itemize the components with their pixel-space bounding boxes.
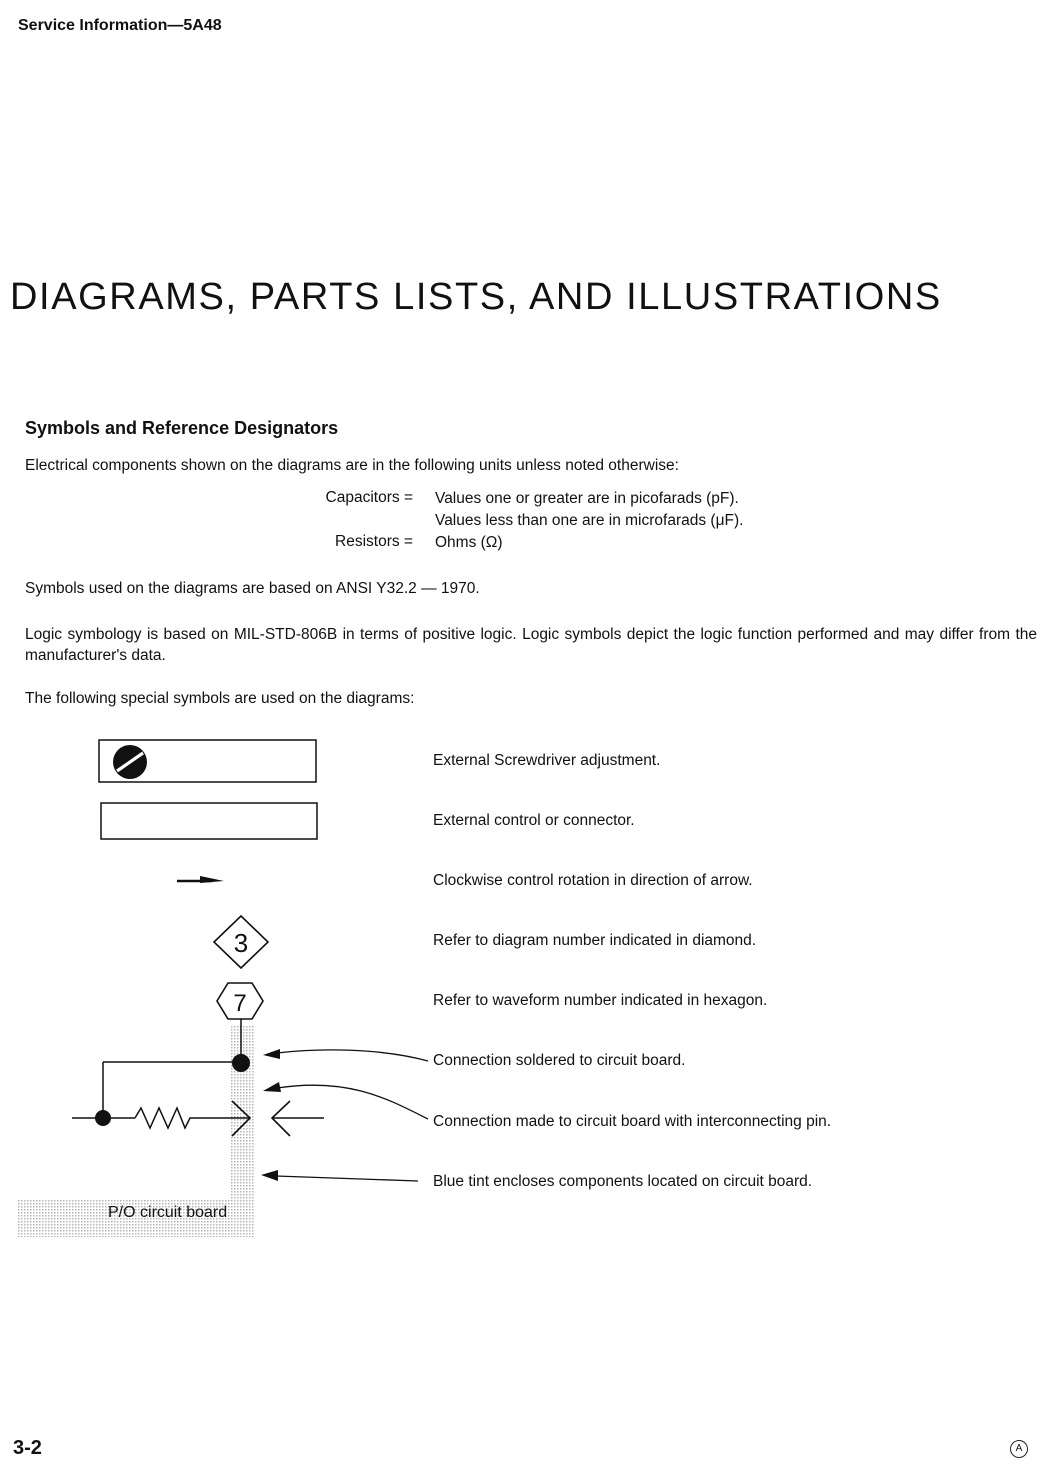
intro-paragraph: Electrical components shown on the diagrams are in the following units unless noted otherwise: [25,457,679,474]
symbol-description-2: External control or connector. [433,812,635,829]
capacitors-value-picofarads: Values one or greater are in picofarads (pF). [435,490,739,507]
symbol-description-6: Connection soldered to circuit board. [433,1052,686,1069]
page-number: 3-2 [13,1437,42,1459]
header-title: Service Information—5A48 [18,17,222,34]
symbol-description-5: Refer to waveform number indicated in hexagon. [433,992,768,1009]
capacitors-label: Capacitors = [325,489,413,506]
leader-arrow-pin [263,1082,428,1119]
resistors-value: Ohms (Ω) [435,534,503,551]
screwdriver-adjustment-icon [99,740,316,782]
pcb-label: P/O circuit board [108,1204,228,1221]
hexagon-number: 7 [233,990,247,1017]
symbol-description-4: Refer to diagram number indicated in diamond. [433,932,757,949]
junction-dot-icon [95,1110,111,1126]
clockwise-arrow-icon [177,876,224,883]
special-symbols-intro: The following special symbols are used on the diagrams: [25,690,415,707]
symbol-description-1: External Screwdriver adjustment. [433,752,661,769]
symbol-description-8: Blue tint encloses components located on circuit board. [433,1173,813,1190]
section-heading: Symbols and Reference Designators [25,418,339,438]
symbols-illustration [0,720,1047,1250]
symbol-description-3: Clockwise control rotation in direction of arrow. [433,872,753,889]
page-title: DIAGRAMS, PARTS LISTS, AND ILLUSTRATIONS [10,276,942,318]
external-control-box-icon [101,803,317,839]
logic-paragraph: Logic symbology is based on MIL-STD-806B in terms of positive logic. Logic symbols depict the logic function performed and may differ from the manufacturer's data. [25,626,1037,664]
resistors-label: Resistors = [335,533,413,550]
leader-arrow-solder [263,1049,428,1061]
leader-arrow-tint [261,1170,418,1181]
symbol-description-7: Connection made to circuit board with interconnecting pin. [433,1113,832,1130]
ansi-paragraph: Symbols used on the diagrams are based on ANSI Y32.2 — 1970. [25,580,480,597]
capacitors-value-microfarads: Values less than one are in microfarads (μF). [435,512,744,529]
revision-mark: A [1010,1440,1028,1458]
diamond-number: 3 [233,928,249,958]
solder-connection-icon [232,1054,250,1072]
circuit-wiring [72,1019,250,1128]
